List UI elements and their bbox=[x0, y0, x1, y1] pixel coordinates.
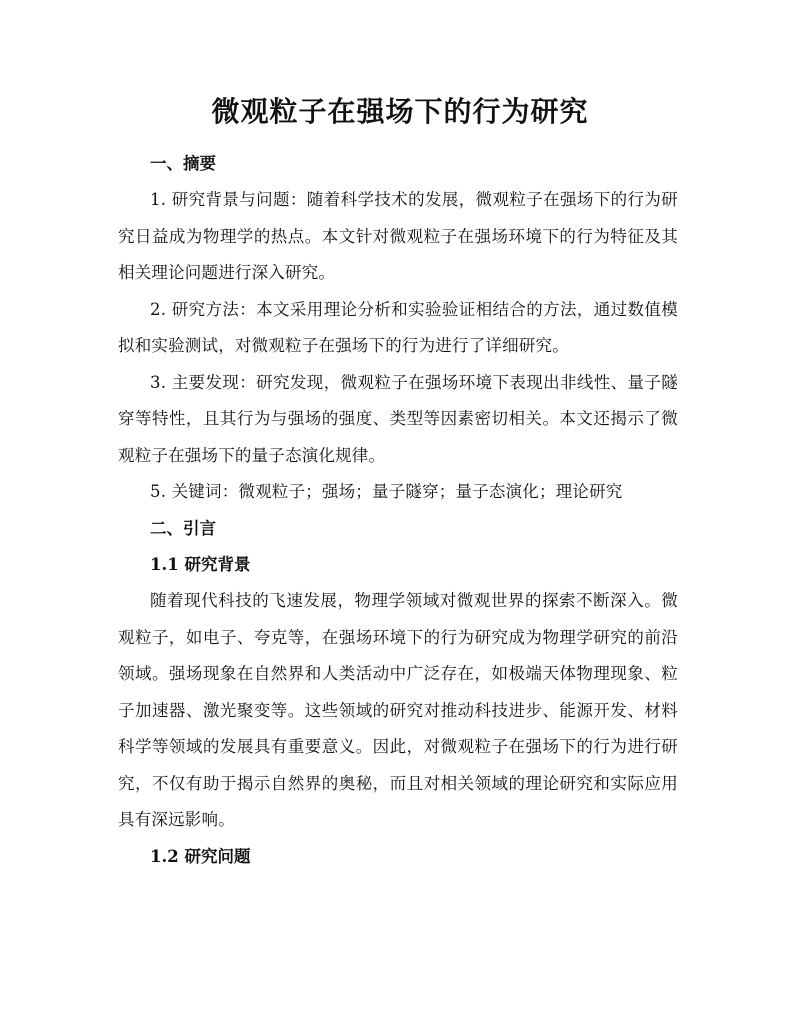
introduction-paragraph-background: 随着现代科技的飞速发展，物理学领域对微观世界的探索不断深入。微观粒子，如电子、夸克等，在强场环境下的行为研究成为物理学研究的前沿领域。强场现象在自然界和人类活动中广泛存在，如极端天体物理现象、粒子加速器、激光聚变等。这些领域的研究对推动科技进步、能源开发、材料科学等领域的发展具有重要意义。因此，对微观粒子在强场下的行为进行研究，不仅有助于揭示自然界的奥秘，而且对相关领域的理论研究和实际应用具有深远影响。 bbox=[118, 591, 678, 829]
abstract-paragraph-keywords: 5. 关键词：微观粒子；强场；量子隧穿；量子态演化；理论研究 bbox=[150, 482, 623, 501]
abstract-paragraph-findings: 3. 主要发现：研究发现，微观粒子在强场环境下表现出非线性、量子隧穿等特性，且其行为与强场的强度、类型等因素密切相关。本文还揭示了微观粒子在强场下的量子态演化规律。 bbox=[118, 372, 678, 465]
subsection-heading-research-question: 1.2 研究问题 bbox=[150, 846, 251, 866]
subsection-heading-background: 1.1 研究背景 bbox=[150, 554, 251, 574]
abstract-paragraph-background: 1. 研究背景与问题：随着科学技术的发展，微观粒子在强场下的行为研究日益成为物理学的热点。本文针对微观粒子在强场环境下的行为特征及其相关理论问题进行深入研究。 bbox=[118, 190, 678, 282]
document-title: 微观粒子在强场下的行为研究 bbox=[211, 95, 589, 128]
abstract-paragraph-methods: 2. 研究方法：本文采用理论分析和实验验证相结合的方法，通过数值模拟和实验测试，对微观粒子在强场下的行为进行了详细研究。 bbox=[118, 299, 678, 355]
section-heading-abstract: 一、摘要 bbox=[150, 154, 216, 173]
document-body bbox=[118, 146, 678, 875]
section-heading-introduction: 二、引言 bbox=[150, 518, 216, 538]
